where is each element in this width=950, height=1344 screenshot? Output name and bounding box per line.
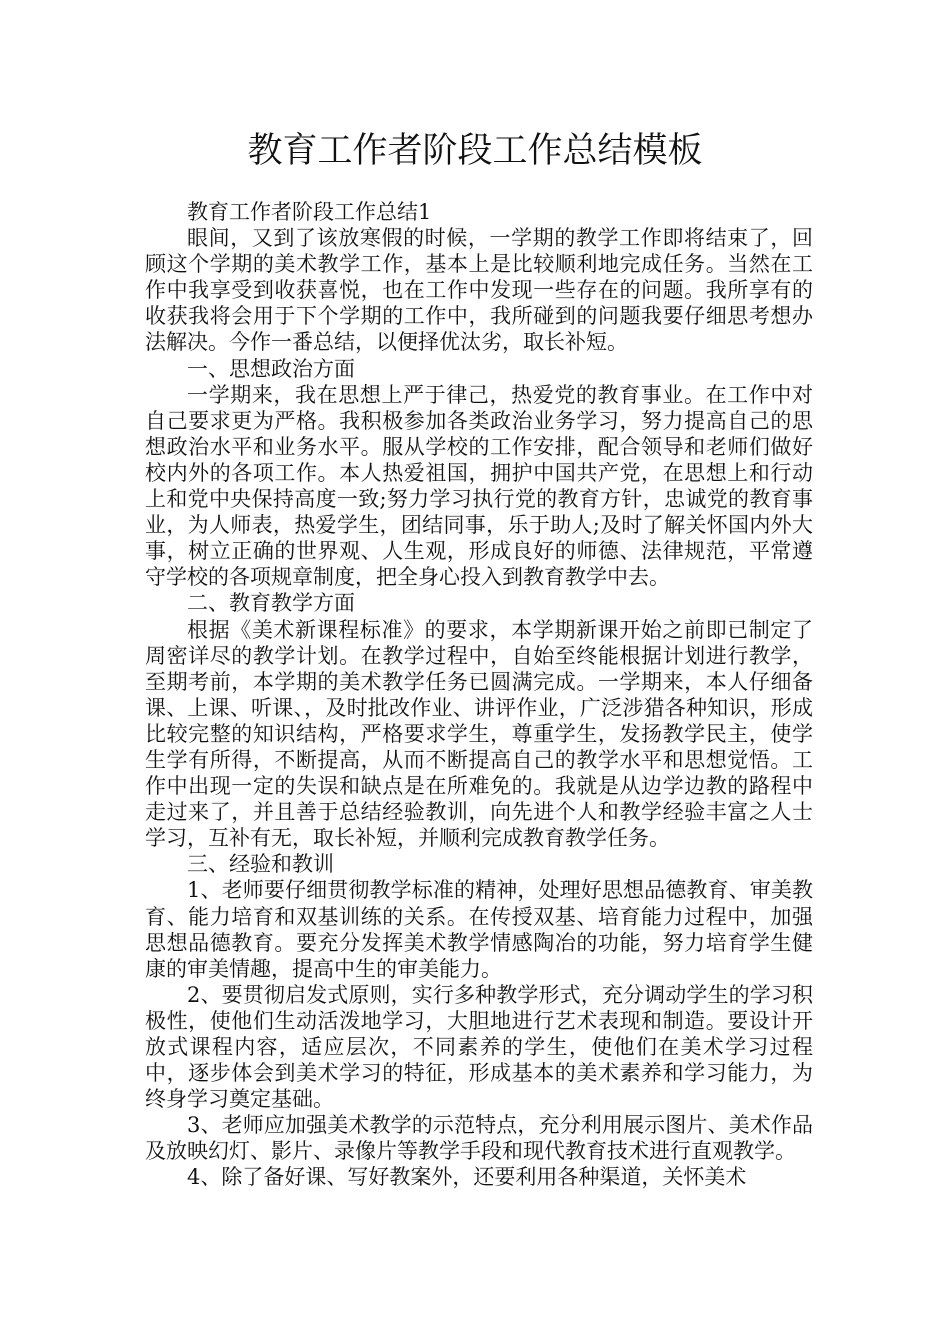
section-heading-summary-1: 教育工作者阶段工作总结1 xyxy=(187,200,432,224)
section-heading-politics: 一、思想政治方面 xyxy=(187,356,355,381)
paragraph-experience-4: 4、除了备好课、写好教案外，还要利用各种渠道，关怀美术 xyxy=(187,1165,747,1190)
paragraph-experience-3: 3、老师应加强美术教学的示范特点，充分利用展示图片、美术作品及放映幻灯、影片、录像片等教学手段和现代教育技术进行直观教学。 xyxy=(145,1113,813,1164)
paragraph-experience-1: 1、老师要仔细贯彻教学标准的精神，处理好思想品德教育、审美教育、能力培育和双基训练的关系。在传授双基、培育能力过程中，加强思想品德教育。要充分发挥美术教学情感陶冶的功能，努力培育学生健康的审美情趣，提高中生的审美能力。 xyxy=(145,878,813,981)
document-body xyxy=(145,199,813,1191)
paragraph-teaching: 根据《美术新课程标准》的要求，本学期新课开始之前即已制定了周密详尽的教学计划。在教学过程中，自始至终能根据计划进行教学，至期考前，本学期的美术教学任务已圆满完成。一学期来，本人仔细备课、上课、听课、，及时批改作业、讲评作业，广泛涉猎各种知识，形成比较完整的知识结构，严格要求学生，尊重学生，发扬教学民主，使学生学有所得，不断提高，从而不断提高自己的教学水平和思想觉悟。工作中出现一定的失误和缺点是在所难免的。我就是从边学边教的路程中走过来了，并且善于总结经验教训，向先进个人和教学经验丰富之人士学习，互补有无，取长补短，并顺利完成教育教学任务。 xyxy=(145,617,813,851)
paragraph-intro: 眼间，又到了该放寒假的时候，一学期的教学工作即将结束了，回顾这个学期的美术教学工作，基本上是比较顺利地完成任务。当然在工作中我享受到收获喜悦，也在工作中发现一些存在的问题。我所享有的收获我将会用于下个学期的工作中，我所碰到的问题我要仔细思考想办法解决。今作一番总结，以便择优汰劣，取长补短。 xyxy=(145,226,813,355)
document-title: 教育工作者阶段工作总结模板 xyxy=(247,131,703,171)
section-heading-teaching: 二、教育教学方面 xyxy=(187,591,355,616)
paragraph-experience-2: 2、要贯彻启发式原则，实行多种教学形式，充分调动学生的学习积极性，使他们生动活泼地学习，大胆地进行艺术表现和制造。要设计开放式课程内容，适应层次，不同素养的学生，使他们在美术学习过程中，逐步体会到美术学习的特征，形成基本的美术素养和学习能力，为终身学习奠定基础。 xyxy=(145,982,813,1112)
section-heading-experience: 三、经验和教训 xyxy=(187,852,334,877)
paragraph-politics: 一学期来，我在思想上严于律己，热爱党的教育事业。在工作中对自己要求更为严格。我积极参加各类政治业务学习，努力提高自己的思想政治水平和业务水平。服从学校的工作安排，配合领导和老师们做好校内外的各项工作。本人热爱祖国，拥护中国共产党，在思想上和行动上和党中央保持高度一致;努力学习执行党的教育方针，忠诚党的教育事业，为人师表，热爱学生，团结同事，乐于助人;及时了解关怀国内外大事，树立正确的世界观、人生观，形成良好的师德、法律规范，平常遵守学校的各项规章制度，把全身心投入到教育教学中去。 xyxy=(145,382,813,590)
